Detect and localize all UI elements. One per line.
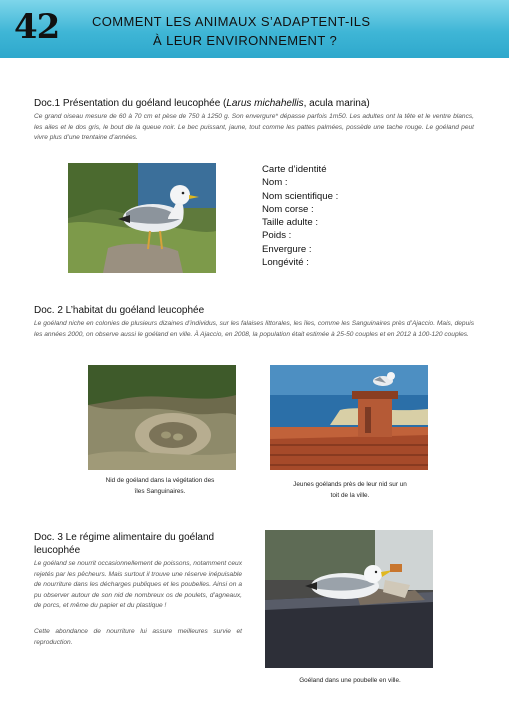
doc1-heading-prefix: Doc.1 Présentation du goéland leucophée ( [34, 98, 227, 109]
doc3-text: Le goéland se nourrit occasionnellement de poissons, notamment ceux rejetés par les pêcheurs. Mais surtout il trouve une réserve inépuisable de nourriture dans les décharges publiques et les poubelles. Ainsi on a pu observer autour de son nid de nombreux os de poulets, d’agneaux, de porcs, et même du papier et du plastique ! [34, 560, 242, 609]
trash-bin-photo [265, 530, 433, 668]
id-card-longevity: Longévité : [262, 257, 309, 269]
id-card-weight: Poids : [262, 230, 292, 242]
page-title-line2: À LEUR ENVIRONNEMENT ? [153, 33, 338, 48]
identity-card [262, 163, 442, 269]
rooftop-caption-line1: Jeunes goélands près de leur nid sur un [293, 481, 407, 488]
doc1-heading-scientific: Larus michahellis [226, 98, 304, 109]
id-card-adult-size: Taille adulte : [262, 217, 318, 229]
page-header [0, 0, 509, 58]
nest-caption-line1: Nid de goéland dans la végétation des [105, 477, 215, 484]
rooftop-caption-line2: toit de la ville. [330, 491, 370, 499]
page-title-line1: COMMENT LES ANIMAUX S’ADAPTENT-ILS [92, 14, 371, 29]
nest-photo-caption [80, 476, 240, 497]
nest-photo [88, 365, 236, 470]
doc1-text: Ce grand oiseau mesure de 60 à 70 cm et pèse de 750 à 1250 g. Son envergure* dépasse parfois 1m50. Les adultes ont la tête et le ventre blancs, les ailes et le dos gris, le bout de la queue noir. Le bec puissant, jaune, tout comme les pattes palmées, possède une tache rouge. Le goéland peut vivre plus d’une trentaine d’années. [34, 113, 474, 141]
page-number: 42 [14, 7, 60, 47]
id-card-name: Nom : [262, 177, 288, 189]
id-card-scientific-name: Nom scientifique : [262, 190, 339, 202]
doc1-heading [34, 98, 370, 109]
id-card-corsican-name: Nom corse : [262, 203, 314, 215]
id-card-title: Carte d’identité [262, 164, 327, 175]
doc3-heading-line1: Doc. 3 Le régime alimentaire du goéland [34, 532, 215, 543]
nest-caption-line2: îles Sanguinaires. [134, 487, 186, 495]
doc1-heading-suffix: , acula marina) [303, 98, 370, 109]
id-card-wingspan: Envergure : [262, 243, 312, 255]
doc3-heading-line2: leucophée [34, 545, 81, 556]
trash-bin-caption: Goéland dans une poubelle en ville. [299, 677, 401, 684]
rooftop-photo [270, 365, 428, 470]
rooftop-photo-caption [268, 480, 432, 501]
gull-photo [68, 163, 216, 273]
doc2-heading: Doc. 2 L’habitat du goéland leucophée [34, 305, 205, 316]
doc2-text: Le goéland niche en colonies de plusieurs dizaines d’individus, sur les falaises littorales, les îles, comme les Sanguinaires près d’Ajaccio. Mais, depuis les années 2000, on observe aussi le goéland en ville. À Ajaccio, en 2008, la population était estimée à 25-50 couples et en 2012 à 100-120 couples. [34, 320, 474, 338]
doc3-text-2: Cette abondance de nourriture lui assure meilleures survie et reproduction. [34, 628, 242, 646]
